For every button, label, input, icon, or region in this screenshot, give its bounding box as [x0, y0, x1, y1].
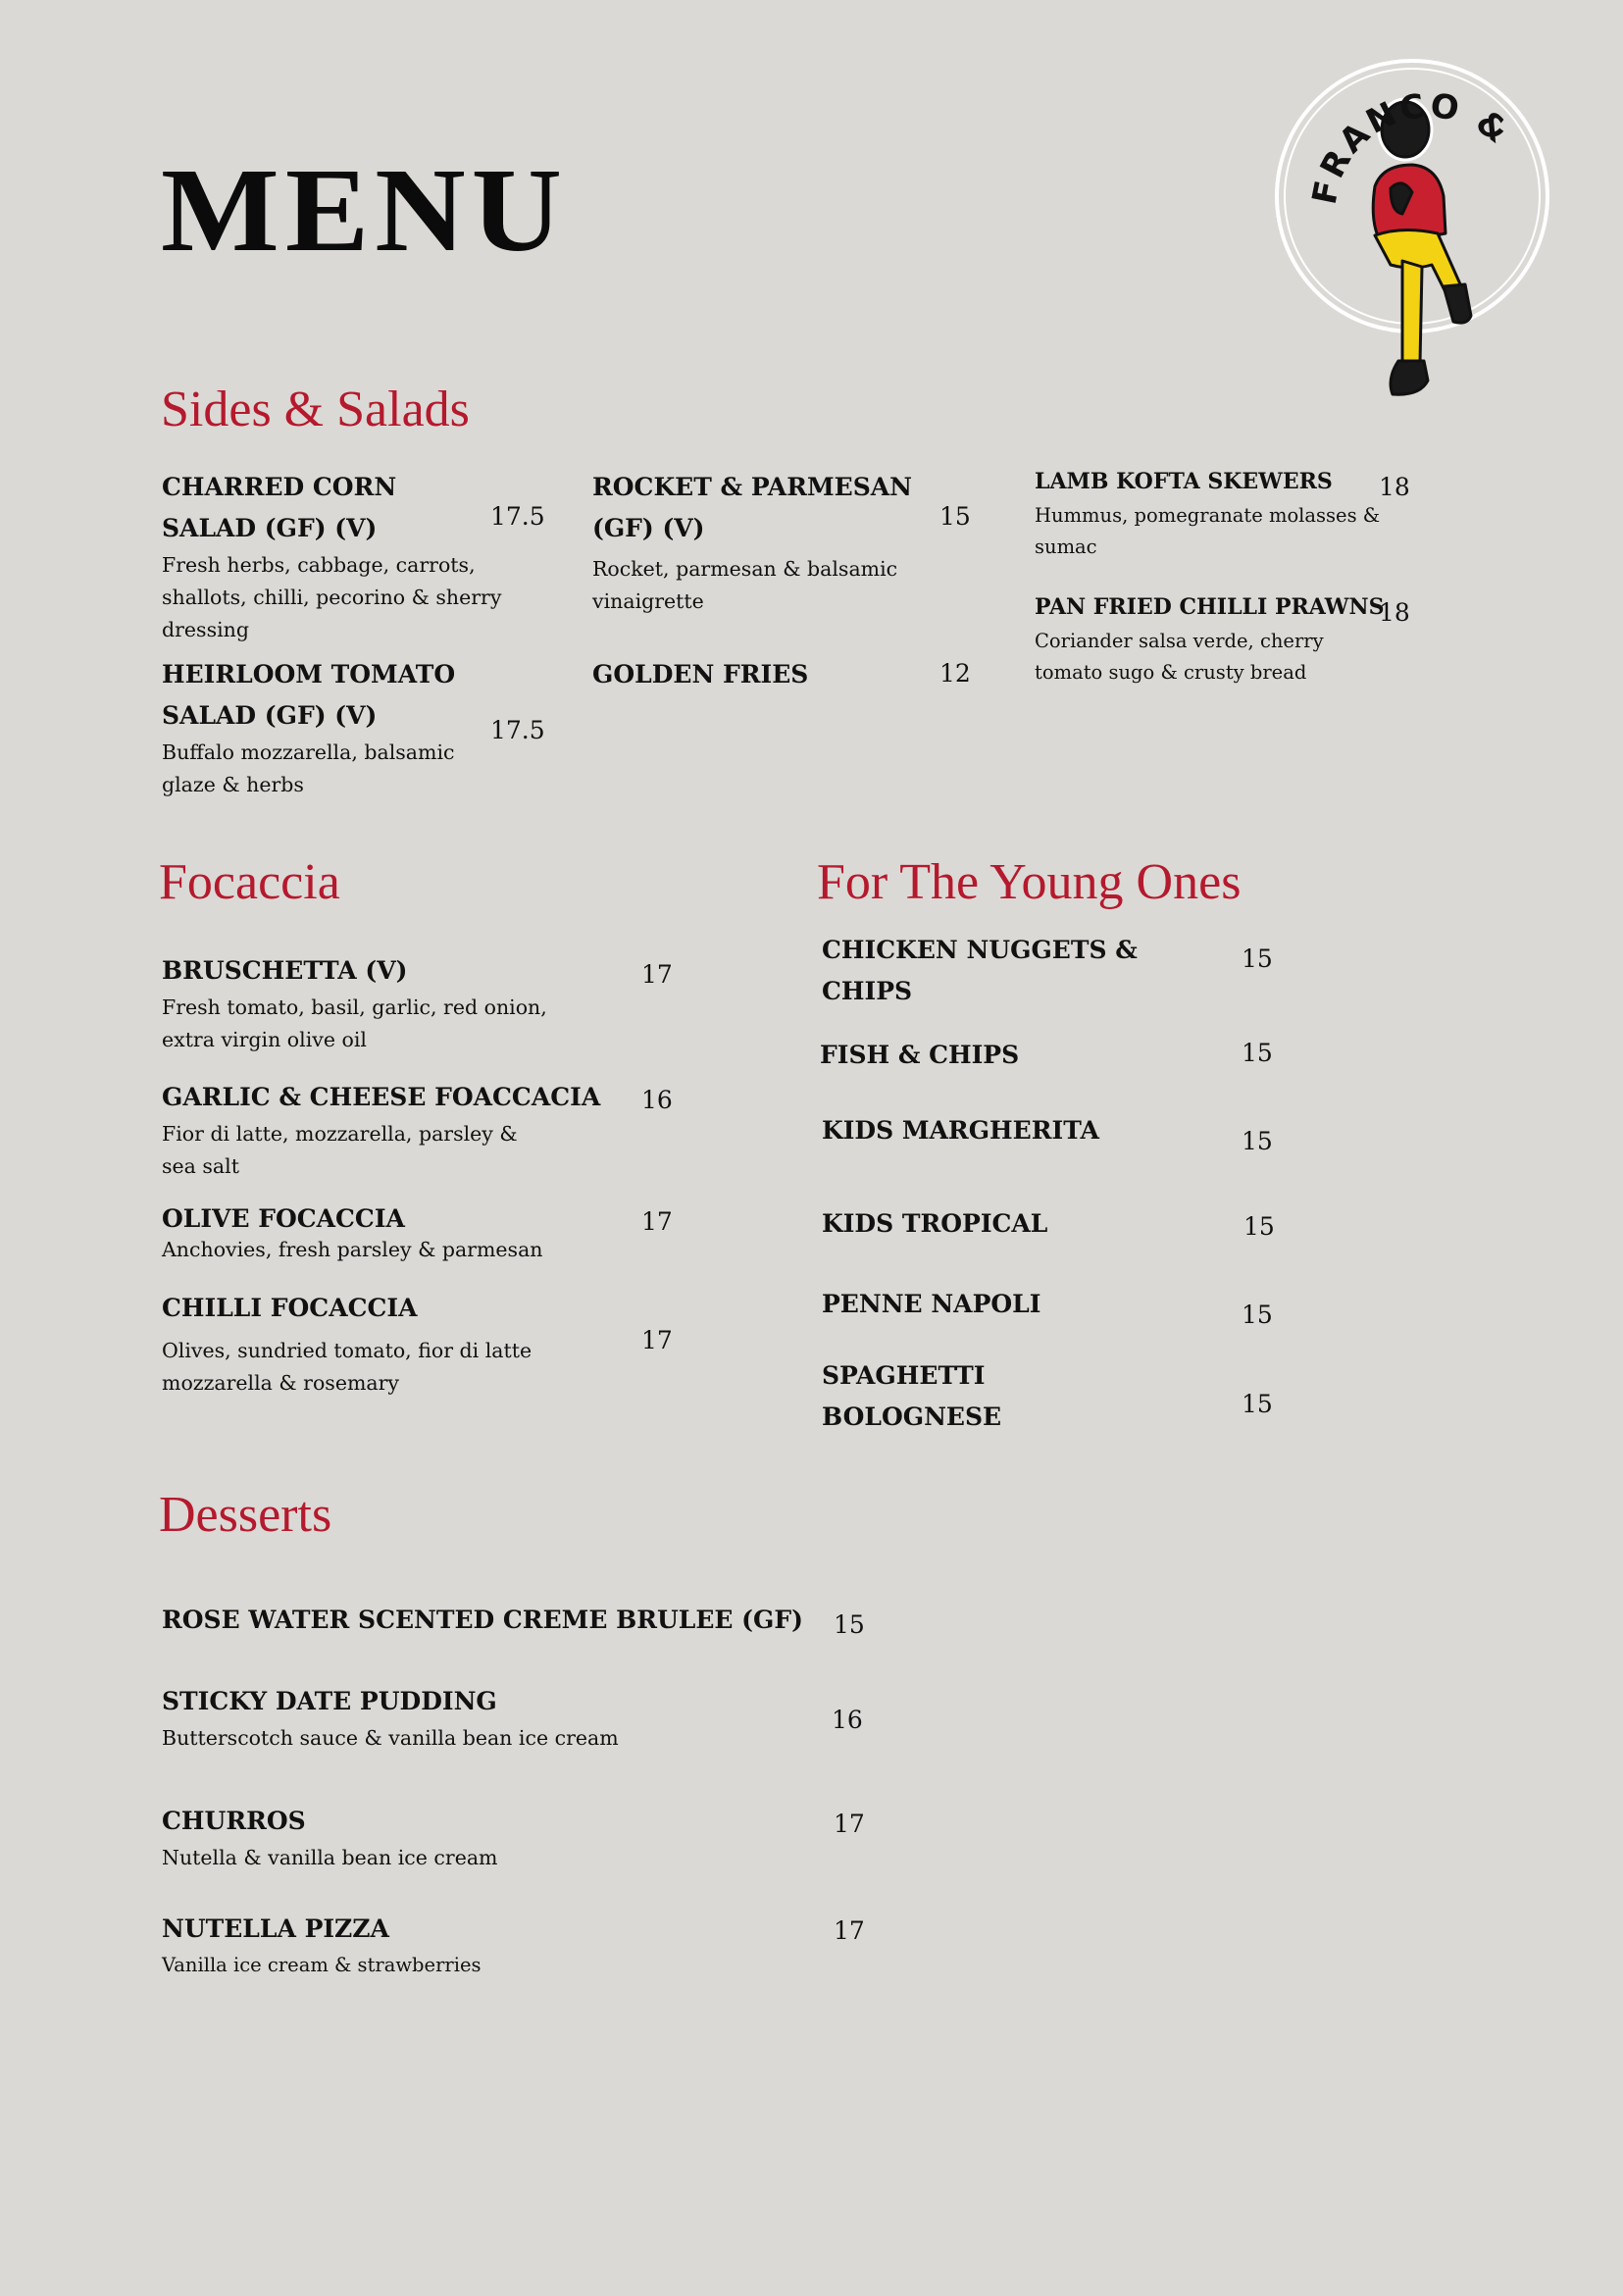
item-name: CHURROS	[162, 1807, 306, 1835]
menu-item	[162, 1909, 672, 1981]
section-title-kids: For The Young Ones	[817, 854, 1242, 910]
item-price: 18	[1379, 473, 1410, 501]
item-price: 16	[832, 1706, 863, 1734]
item-price: 15	[1242, 1039, 1273, 1067]
item-price: 17	[641, 960, 673, 989]
item-desc: Anchovies, fresh parsley & parmesan	[162, 1238, 543, 1261]
menu-item	[822, 1284, 1040, 1325]
section-title-sides: Sides & Salads	[161, 382, 470, 437]
page-title: MENU	[161, 143, 569, 277]
item-name: PAN FRIED CHILLI PRAWNS	[1035, 594, 1385, 620]
menu-item	[1035, 467, 1397, 563]
item-name: CHICKEN NUGGETS & CHIPS	[822, 936, 1138, 1005]
item-name: CHILLI FOCACCIA	[162, 1294, 418, 1322]
item-desc: Vanilla ice cream & strawberries	[162, 1954, 482, 1976]
item-name: HEIRLOOM TOMATO SALAD (GF) (V)	[162, 660, 456, 730]
menu-item	[592, 467, 916, 618]
menu-item	[822, 1110, 1099, 1151]
menu-item	[162, 1077, 601, 1183]
item-name: BRUSCHETTA (V)	[162, 956, 408, 985]
item-price: 15	[939, 502, 971, 531]
item-desc: Olives, sundried tomato, fior di latte mozzarella & rosemary	[162, 1339, 533, 1395]
item-price: 15	[1242, 1390, 1273, 1418]
item-name: LAMB KOFTA SKEWERS	[1035, 469, 1333, 494]
item-desc: Rocket, parmesan & balsamic vinaigrette	[592, 557, 898, 613]
item-desc: Butterscotch sauce & vanilla bean ice cream	[162, 1726, 619, 1750]
franco-co-logo	[1265, 39, 1561, 418]
menu-item	[162, 1199, 574, 1266]
section-title-focaccia: Focaccia	[159, 854, 340, 910]
franco-logo-graphic	[1265, 39, 1561, 418]
menu-item	[820, 1035, 1019, 1076]
item-price: 15	[834, 1610, 865, 1639]
item-price: 17	[834, 1810, 865, 1838]
item-desc: Buffalo mozzarella, balsamic glaze & herbs	[162, 740, 455, 796]
item-price: 17	[641, 1326, 673, 1354]
menu-item	[162, 1801, 672, 1874]
menu-item	[822, 930, 1145, 1012]
item-price: 16	[641, 1086, 673, 1114]
item-name: KIDS TROPICAL	[822, 1209, 1048, 1238]
item-desc: Fior di latte, mozzarella, parsley & sea salt	[162, 1122, 518, 1178]
logo-text: FRANCO &	[1304, 85, 1518, 208]
item-price: 17.5	[490, 502, 545, 531]
item-name: GOLDEN FRIES	[592, 660, 809, 689]
item-name: ROCKET & PARMESAN (GF) (V)	[592, 473, 913, 542]
menu-item	[162, 467, 502, 646]
item-price: 17	[641, 1207, 673, 1236]
menu-item	[822, 1203, 1047, 1245]
item-desc: Fresh herbs, cabbage, carrots, shallots, chilli, pecorino & sherry dressing	[162, 553, 502, 641]
item-price: 15	[1243, 1212, 1275, 1241]
section-title-desserts: Desserts	[159, 1487, 332, 1543]
item-name: KIDS MARGHERITA	[822, 1116, 1099, 1145]
menu-item	[1035, 592, 1397, 689]
menu-item	[822, 1355, 1018, 1438]
menu-item	[162, 950, 574, 1056]
item-desc: Coriander salsa verde, cherry tomato sugo & crusty bread	[1035, 630, 1324, 684]
item-price: 12	[939, 659, 971, 688]
item-desc: Hummus, pomegranate molasses & sumac	[1035, 504, 1381, 558]
item-price: 17.5	[490, 716, 545, 744]
menu-item	[592, 654, 808, 695]
item-name: PENNE NAPOLI	[822, 1290, 1041, 1318]
item-name: GARLIC & CHEESE FOACCACIA	[162, 1083, 601, 1111]
item-name: SPAGHETTI BOLOGNESE	[822, 1361, 1002, 1431]
item-desc: Fresh tomato, basil, garlic, red onion, extra virgin olive oil	[162, 995, 547, 1051]
item-price: 15	[1242, 1301, 1273, 1329]
item-name: CHARRED CORN SALAD (GF) (V)	[162, 473, 397, 542]
item-name: NUTELLA PIZZA	[162, 1914, 389, 1943]
item-name: STICKY DATE PUDDING	[162, 1687, 497, 1715]
item-price: 18	[1379, 598, 1410, 627]
menu-item	[162, 1681, 672, 1755]
menu-item	[162, 1288, 574, 1400]
item-price: 15	[1242, 944, 1273, 973]
item-name: OLIVE FOCACCIA	[162, 1204, 405, 1233]
menu-item	[162, 1600, 803, 1641]
item-price: 17	[834, 1916, 865, 1945]
item-price: 15	[1242, 1127, 1273, 1155]
item-desc: Nutella & vanilla bean ice cream	[162, 1846, 498, 1869]
item-name: FISH & CHIPS	[820, 1041, 1020, 1069]
menu-item	[162, 654, 544, 801]
item-name: ROSE WATER SCENTED CREME BRULEE (GF)	[162, 1606, 803, 1634]
